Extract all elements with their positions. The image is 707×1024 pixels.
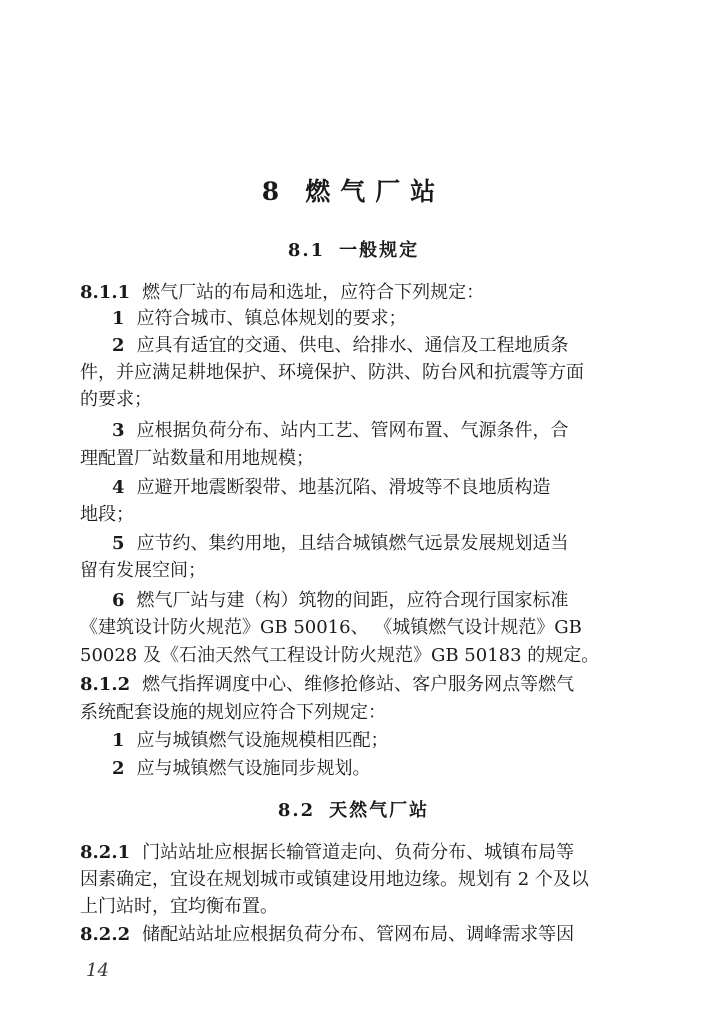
item-number: 2 xyxy=(112,335,125,356)
clause-8-1-1-item-3-line-1 xyxy=(80,418,628,444)
clause-8-2-1-line-2: 因素确定，宜设在规划城市或镇建设用地边缘。规划有 2 个及以 xyxy=(80,869,589,890)
section-number: 8.2 xyxy=(277,800,316,821)
clause-8-1-1-item-2-line-1 xyxy=(80,333,628,359)
clause-8-1-1-item-2-line-2: 件，并应满足耕地保护、环境保护、防洪、防台风和抗震等方面 xyxy=(80,362,584,383)
clause-number: 8.2.2 xyxy=(80,924,131,945)
clause-8-1-1-item-2-line-3: 的要求； xyxy=(80,389,152,410)
chapter-title xyxy=(0,172,707,208)
section-title-8-2 xyxy=(0,796,707,822)
clause-8-1-2-line-2: 系统配套设施的规划应符合下列规定： xyxy=(80,702,386,723)
section-number: 8.1 xyxy=(287,240,326,261)
item-text: 应节约、集约用地，且结合城镇燃气远景发展规划适当 xyxy=(136,533,569,554)
item-text: 应与城镇燃气设施规模相匹配； xyxy=(136,730,389,751)
item-text: 燃气厂站与建（构）筑物的间距，应符合现行国家标准 xyxy=(136,590,569,611)
clause-8-1-1-lead xyxy=(80,280,628,306)
item-number: 2 xyxy=(112,758,125,779)
clause-number: 8.2.1 xyxy=(80,842,131,863)
item-text: 应根据负荷分布、站内工艺、管网布置、气源条件，合 xyxy=(136,420,569,441)
item-number: 4 xyxy=(112,477,125,498)
clause-8-1-1-item-5-line-2: 留有发展空间； xyxy=(80,560,206,581)
clause-8-1-1-item-3-line-2: 理配置厂站数量和用地规模； xyxy=(80,448,314,469)
clause-text: 储配站站址应根据负荷分布、管网布局、调峰需求等因 xyxy=(142,924,575,945)
clause-8-1-1-item-6-line-1 xyxy=(80,588,628,614)
clause-8-1-1-item-6-line-2: 《建筑设计防火规范》GB 50016、 《城镇燃气设计规范》GB xyxy=(80,617,582,638)
clause-8-2-1-line-1 xyxy=(80,840,628,866)
item-number: 5 xyxy=(112,533,125,554)
clause-8-2-1-line-3: 上门站时，宜均衡布置。 xyxy=(80,896,278,917)
clause-8-1-1-item-6-line-3: 50028 及《石油天然气工程设计防火规范》GB 50183 的规定。 xyxy=(80,645,600,666)
item-text: 应具有适宜的交通、供电、给排水、通信及工程地质条 xyxy=(136,335,569,356)
item-text: 应避开地震断裂带、地基沉陷、滑坡等不良地质构造 xyxy=(136,477,551,498)
clause-8-1-1-item-4-line-2: 地段； xyxy=(80,504,134,525)
section-title-text: 一般规定 xyxy=(339,240,420,261)
item-number: 3 xyxy=(112,420,125,441)
item-text: 应符合城市、镇总体规划的要求； xyxy=(136,308,407,329)
item-number: 1 xyxy=(112,730,125,751)
item-text: 应与城镇燃气设施同步规划。 xyxy=(136,758,371,779)
clause-text: 燃气指挥调度中心、维修抢修站、客户服务网点等燃气 xyxy=(142,674,575,695)
section-title-text: 天然气厂站 xyxy=(329,800,430,821)
clause-8-1-1-item-1 xyxy=(80,306,628,332)
clause-text: 燃气厂站的布局和选址，应符合下列规定： xyxy=(142,282,485,303)
clause-8-2-2-line-1 xyxy=(80,922,628,948)
clause-8-1-2-line-1 xyxy=(80,672,628,698)
clause-8-1-2-item-1 xyxy=(80,728,628,754)
clause-number: 8.1.1 xyxy=(80,282,131,303)
section-title-8-1 xyxy=(0,236,707,262)
chapter-title-text: 燃气厂站 xyxy=(305,177,446,206)
chapter-number: 8 xyxy=(261,177,290,206)
clause-8-1-1-item-5-line-1 xyxy=(80,531,628,557)
item-number: 6 xyxy=(112,590,125,611)
clause-text: 门站站址应根据长输管道走向、负荷分布、城镇布局等 xyxy=(142,842,575,863)
page-number: 14 xyxy=(86,960,109,981)
clause-number: 8.1.2 xyxy=(80,674,131,695)
clause-8-1-2-item-2 xyxy=(80,756,628,782)
clause-8-1-1-item-4-line-1 xyxy=(80,475,628,501)
item-number: 1 xyxy=(112,308,125,329)
